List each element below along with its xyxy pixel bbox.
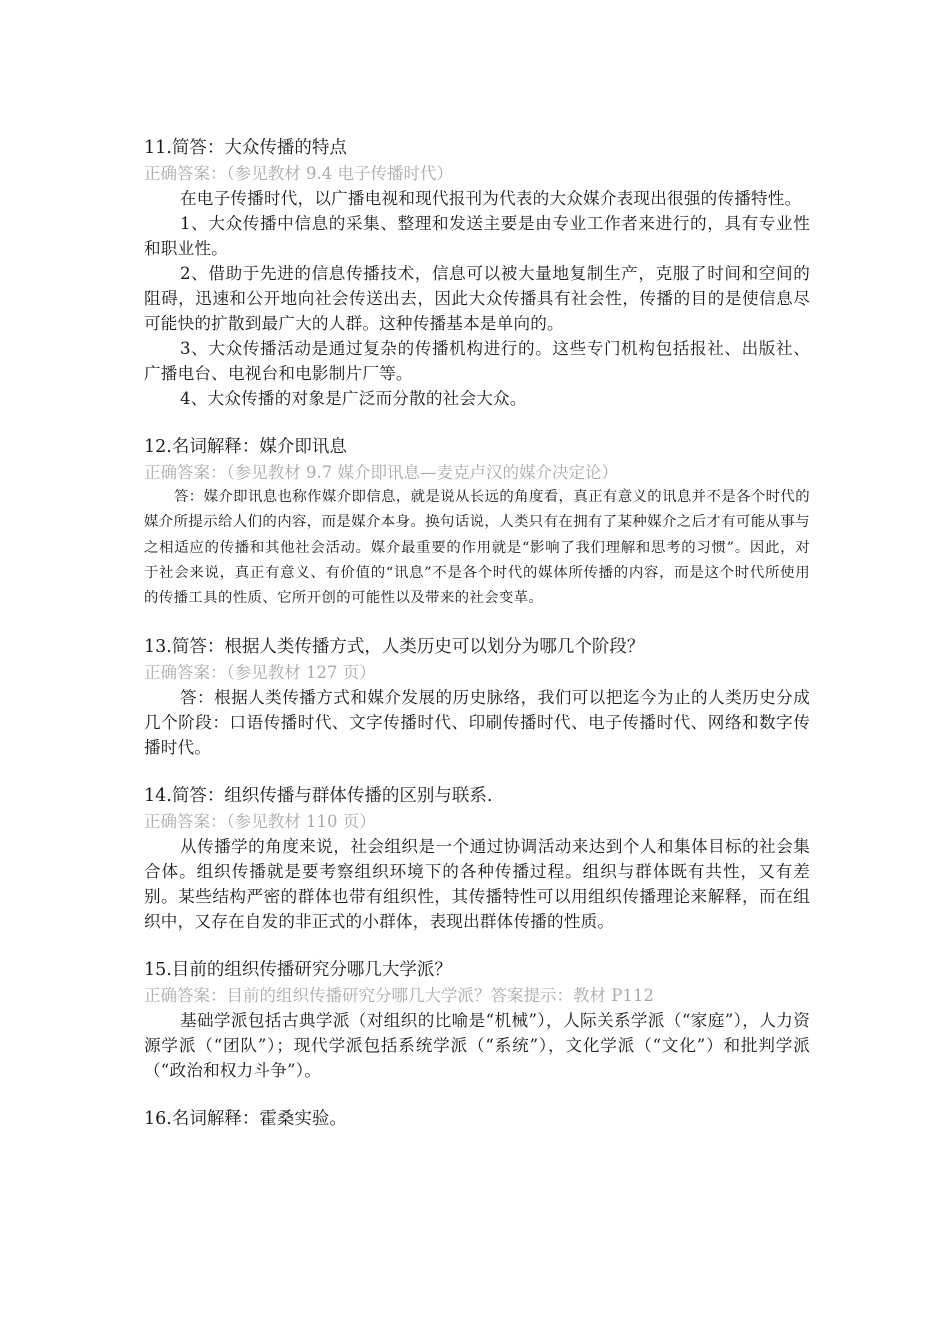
section-gap bbox=[144, 411, 810, 435]
question-13 bbox=[144, 635, 810, 760]
question-title: 15.目前的组织传播研究分哪几大学派？ bbox=[144, 960, 452, 981]
question-title: 13.简答：根据人类传播方式，人类历史可以划分为哪几个阶段？ bbox=[144, 637, 645, 658]
answer-paragraph: 在电子传播时代，以广播电视和现代报刊为代表的大众媒介表现出很强的传播特性。 bbox=[180, 189, 802, 208]
answer-paragraph: 答：媒介即讯息也称作媒介即信息，就是说从长远的角度看，真正有意义的讯息并不是各个时代的媒介所提示给人们的内容，而是媒介本身。换句话说，人类只有在拥有了某种媒介之后才有可能从事与之相适应的传播和其他社会活动。媒介最重要的作用就是“影响了我们理解和思考的习惯”。因此，对于社会来说，真正有意义、有价值的“讯息”不是各个时代的媒体所传播的内容，而是这个时代所使用的传播工具的性质、它所开创的可能性以及带来的社会变革。 bbox=[144, 489, 810, 607]
section-gap bbox=[144, 934, 810, 958]
document-page bbox=[144, 136, 810, 1132]
question-title: 16.名词解释：霍桑实验。 bbox=[144, 1109, 347, 1130]
answer-paragraph: 从传播学的角度来说，社会组织是一个通过协调活动来达到个人和集体目标的社会集合体。组织传播就是要考察组织环境下的各种传播过程。组织与群体既有共性，又有差别。某些结构严密的群体也带有组织性，其传播特性可以用组织传播理论来解释，而在组织中，又存在自发的非正式的小群体，表现出群体传播的性质。 bbox=[144, 837, 810, 932]
question-title: 12.名词解释：媒介即讯息 bbox=[144, 437, 347, 457]
section-gap bbox=[144, 1083, 810, 1107]
question-14 bbox=[144, 784, 810, 934]
answer-paragraph: 1、大众传播中信息的采集、整理和发送主要是由专业工作者来进行的，具有专业性和职业性。 bbox=[144, 214, 810, 258]
answer-paragraph: 答：根据人类传播方式和媒介发展的历史脉络，我们可以把迄今为止的人类历史分成几个阶段：口语传播时代、文字传播时代、印刷传播时代、电子传播时代、网络和数字传播时代。 bbox=[144, 688, 810, 758]
question-16 bbox=[144, 1107, 810, 1132]
answer-label: 正确答案：（参见教材 127 页） bbox=[144, 663, 376, 683]
answer-paragraph: 3、大众传播活动是通过复杂的传播机构进行的。这些专门机构包括报社、出版社、广播电台、电视台和电影制片厂等。 bbox=[144, 339, 810, 383]
question-15 bbox=[144, 958, 810, 1083]
answer-paragraph: 4、大众传播的对象是广泛而分散的社会大众。 bbox=[180, 389, 527, 408]
answer-paragraph: 2、借助于先进的信息传播技术，信息可以被大量地复制生产，克服了时间和空间的阻碍，迅速和公开地向社会传送出去，因此大众传播具有社会性，传播的目的是使信息尽可能快的扩散到最广大的人群。这种传播基本是单向的。 bbox=[144, 264, 810, 333]
section-gap bbox=[144, 760, 810, 784]
question-title: 11.简答：大众传播的特点 bbox=[144, 138, 347, 158]
question-12 bbox=[144, 435, 810, 611]
answer-paragraph: 基础学派包括古典学派（对组织的比喻是“机械”），人际关系学派（“家庭”），人力资源学派（“团队”）；现代学派包括系统学派（“系统”），文化学派（“文化”）和批判学派（“政治和权力斗争”）。 bbox=[144, 1011, 810, 1081]
answer-label: 正确答案：（参见教材 9.4 电子传播时代） bbox=[144, 164, 453, 183]
question-11 bbox=[144, 136, 810, 411]
question-title: 14.简答：组织传播与群体传播的区别与联系. bbox=[144, 786, 493, 807]
answer-label: 正确答案：目前的组织传播研究分哪几大学派？答案提示：教材 P112 bbox=[144, 986, 654, 1006]
answer-label: 正确答案：（参见教材 110 页） bbox=[144, 812, 376, 832]
answer-label: 正确答案：（参见教材 9.7 媒介即讯息—麦克卢汉的媒介决定论） bbox=[144, 463, 618, 482]
section-gap bbox=[144, 611, 810, 635]
